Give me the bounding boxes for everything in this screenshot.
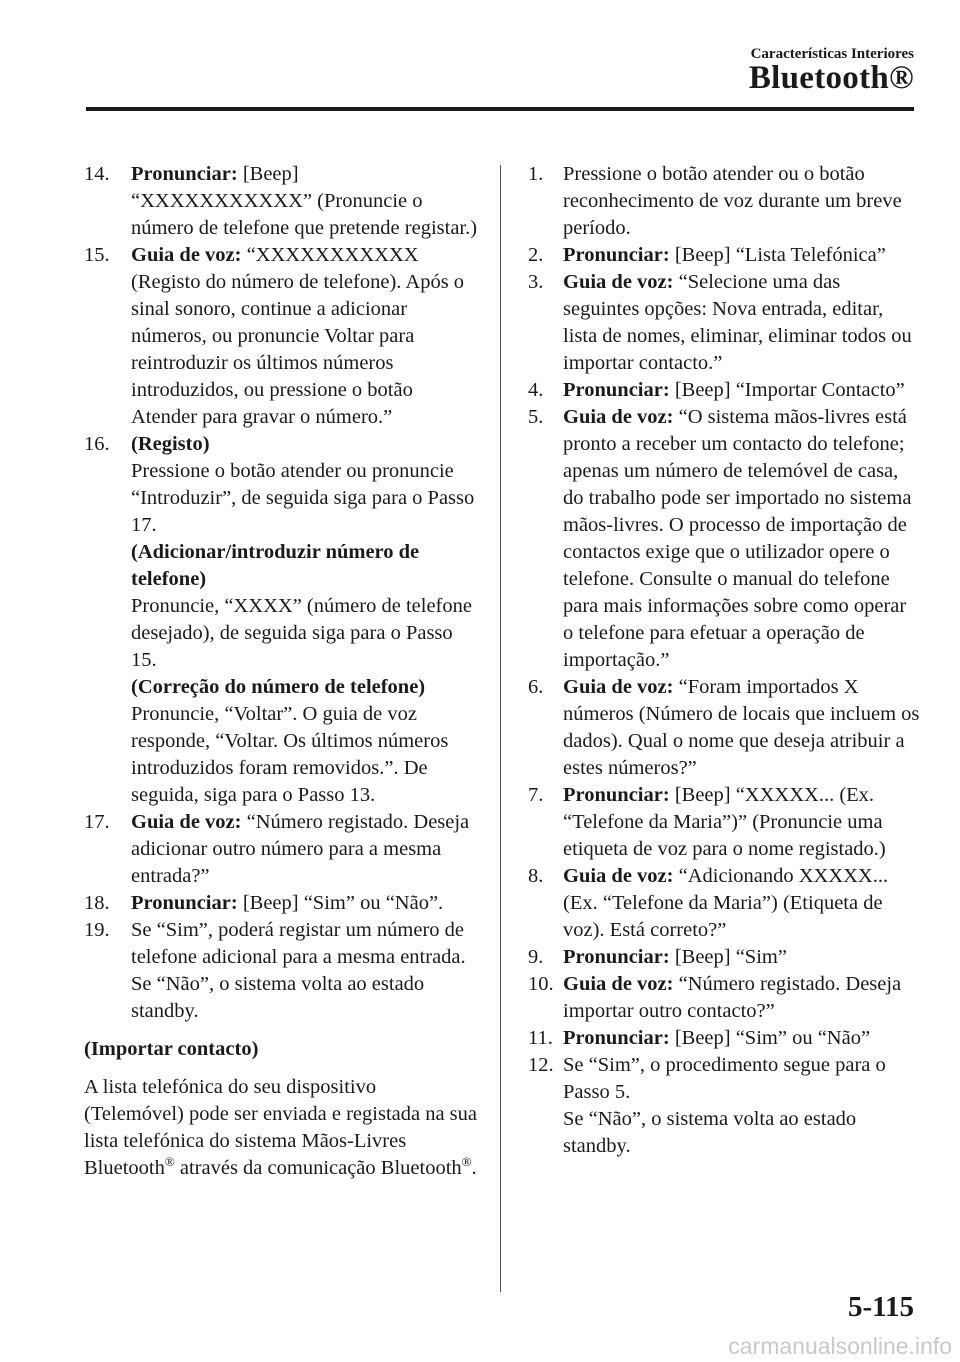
- left-column: [84, 161, 479, 1182]
- step-15: [84, 242, 479, 431]
- step-number: 19.: [84, 919, 110, 941]
- step-label: Guia de voz:: [563, 271, 674, 293]
- step-label: (Registo): [131, 433, 210, 455]
- header-section-label: Características Interiores: [750, 46, 914, 62]
- step-12: [528, 1052, 920, 1160]
- watermark: carmanualsonline.info: [728, 1333, 952, 1359]
- step-text: [Beep] “XXXXX... (Ex. “Telefone da Maria”)” (Pronuncie uma etiqueta de voz para o nome registado.): [563, 784, 886, 860]
- step-text: “O sistema mãos-livres está pronto a receber um contacto do telefone; apenas um número de telemóvel de casa, do trabalho pode ser importado no sistema mãos-livres. O processo de importação de contactos exige que o utilizador opere o telefone. Consulte o manual do telefone para mais informações sobre como operar o telefone para efetuar a operação de importação.”: [563, 406, 912, 671]
- right-column: [528, 161, 920, 1160]
- paragraph-text: A lista telefónica do seu dispositivo (Telemóvel) pode ser enviada e registada na sua lista telefónica do sistema Mãos-Livres Bluetooth: [84, 1076, 478, 1179]
- step-label: Pronunciar:: [131, 163, 238, 185]
- step-4: [528, 377, 920, 404]
- step-label: Pronunciar:: [563, 784, 670, 806]
- step-text: “Adicionando XXXXX... (Ex. “Telefone da Maria”) (Etiqueta de voz). Está correto?”: [563, 865, 889, 941]
- step-2: [528, 242, 920, 269]
- step-number: 4.: [528, 379, 544, 401]
- step-19: [84, 917, 479, 1025]
- step-text: Pressione o botão atender ou o botão reconhecimento de voz durante um breve período.: [563, 163, 902, 239]
- step-16: [84, 431, 479, 809]
- step-text: “XXXXXXXXXXX (Registo do número de telefone). Após o sinal sonoro, continue a adicionar números, ou pronuncie Voltar para reintroduzir os últimos números introduzidos, ou pressione o botão Atender para gravar o número.”: [131, 244, 465, 428]
- step-text: [Beep] “Sim” ou “Não”.: [237, 892, 444, 914]
- step-text: [Beep] “XXXXXXXXXXX” (Pronuncie o número de telefone que pretende registar.): [131, 163, 478, 239]
- paragraph-text: através da comunicação Bluetooth: [174, 1157, 462, 1179]
- step-number: 17.: [84, 811, 110, 833]
- step-number: 5.: [528, 406, 544, 428]
- step-label: Pronunciar:: [563, 379, 670, 401]
- step-number: 12.: [528, 1054, 554, 1076]
- step-5: [528, 404, 920, 674]
- step-number: 9.: [528, 946, 544, 968]
- section-heading: (Importar contacto): [84, 1038, 259, 1060]
- step-number: 16.: [84, 433, 110, 455]
- step-18: [84, 890, 479, 917]
- step-text: [Beep] “Sim”: [669, 946, 787, 968]
- step-number: 10.: [528, 973, 554, 995]
- step-label: Guia de voz:: [131, 811, 242, 833]
- step-17: [84, 809, 479, 890]
- step-8: [528, 863, 920, 944]
- step-number: 8.: [528, 865, 544, 887]
- step-9: [528, 944, 920, 971]
- step-text: Se “Não”, o sistema volta ao estado standby.: [563, 1108, 857, 1157]
- step-11: [528, 1025, 920, 1052]
- step-text: “Foram importados X números (Número de locais que incluem os dados). Qual o nome que deseja atribuir a estes números?”: [563, 676, 920, 779]
- step-number: 18.: [84, 892, 110, 914]
- step-subheading: (Correção do número de telefone): [131, 676, 426, 698]
- step-label: Pronunciar:: [563, 244, 670, 266]
- step-number: 6.: [528, 676, 544, 698]
- step-text: “Número registado. Deseja importar outro contacto?”: [563, 973, 902, 1022]
- step-label: Guia de voz:: [563, 406, 674, 428]
- step-label: Guia de voz:: [563, 973, 674, 995]
- step-1: [528, 161, 920, 242]
- step-6: [528, 674, 920, 782]
- header-title: Bluetooth®: [748, 60, 914, 96]
- step-number: 11.: [528, 1027, 553, 1049]
- step-label: Pronunciar:: [563, 946, 670, 968]
- page-number: 5-115: [847, 1291, 914, 1323]
- registered-mark: ®: [164, 1154, 175, 1170]
- step-text: Pronuncie, “XXXX” (número de telefone desejado), de seguida siga para o Passo 15.: [131, 595, 472, 671]
- step-number: 7.: [528, 784, 544, 806]
- step-14: [84, 161, 479, 242]
- step-text: Pressione o botão atender ou pronuncie “Introduzir”, de seguida siga para o Passo 17.: [131, 460, 475, 536]
- step-label: Pronunciar:: [131, 892, 238, 914]
- step-3: [528, 269, 920, 377]
- step-text: Se “Não”, o sistema volta ao estado standby.: [131, 973, 425, 1022]
- registered-mark: ®: [461, 1154, 472, 1170]
- step-text: “Número registado. Deseja adicionar outro número para a mesma entrada?”: [131, 811, 470, 887]
- step-text: [Beep] “Lista Telefónica”: [669, 244, 886, 266]
- step-text: [Beep] “Importar Contacto”: [669, 379, 905, 401]
- step-label: Guia de voz:: [563, 865, 674, 887]
- step-number: 15.: [84, 244, 110, 266]
- step-label: Guia de voz:: [563, 676, 674, 698]
- step-7: [528, 782, 920, 863]
- step-number: 14.: [84, 163, 110, 185]
- step-subheading: (Adicionar/introduzir número de telefone): [131, 541, 420, 590]
- section-paragraph: [84, 1074, 479, 1182]
- column-divider: [500, 165, 501, 1292]
- step-text: [Beep] “Sim” ou “Não”: [669, 1027, 871, 1049]
- step-text: “Selecione uma das seguintes opções: Nova entrada, editar, lista de nomes, eliminar, eliminar todos ou importar contacto.”: [563, 271, 912, 374]
- step-number: 2.: [528, 244, 544, 266]
- header-rule: [86, 107, 914, 111]
- step-number: 1.: [528, 163, 544, 185]
- step-label: Pronunciar:: [563, 1027, 670, 1049]
- step-text: Se “Sim”, o procedimento segue para o Passo 5.: [563, 1054, 886, 1103]
- paragraph-text: .: [471, 1157, 477, 1179]
- step-10: [528, 971, 920, 1025]
- step-text: Pronuncie, “Voltar”. O guia de voz responde, “Voltar. Os últimos números introduzidos foram removidos.”. De seguida, siga para o Passo 13.: [131, 703, 449, 806]
- step-label: Guia de voz:: [131, 244, 242, 266]
- step-text: Se “Sim”, poderá registar um número de telefone adicional para a mesma entrada.: [131, 919, 466, 968]
- step-number: 3.: [528, 271, 544, 293]
